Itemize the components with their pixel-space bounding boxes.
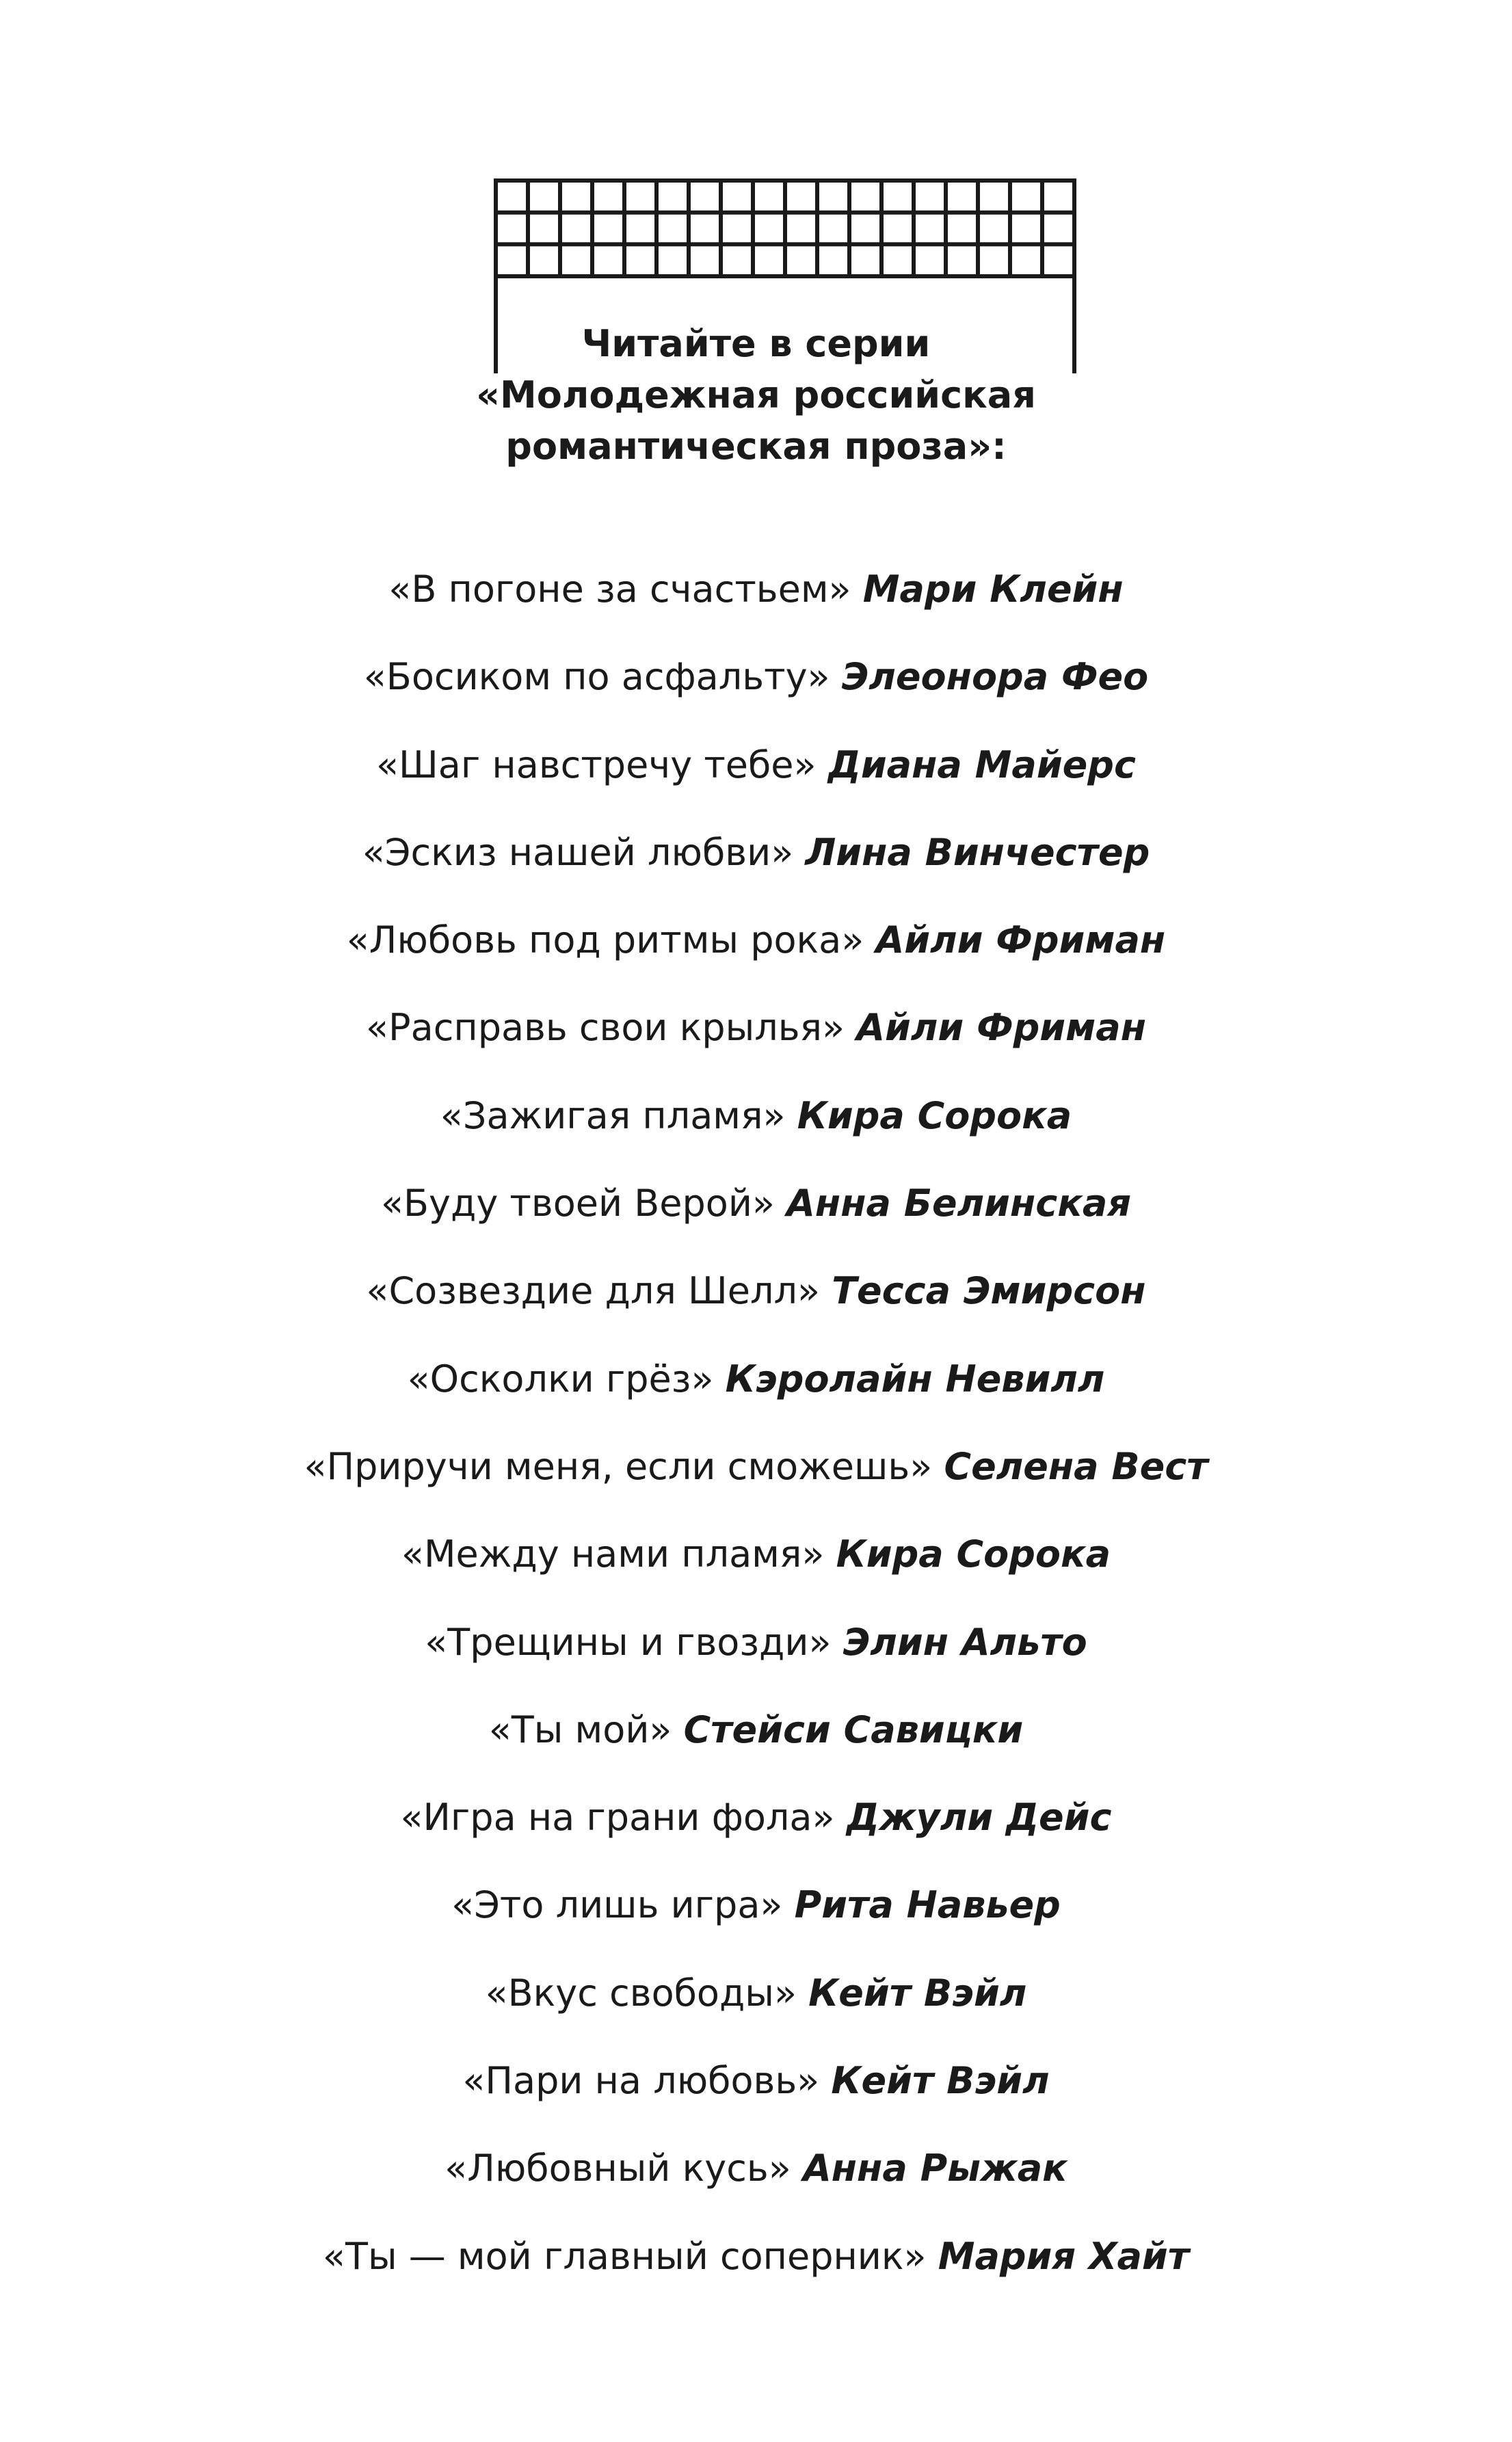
book-author: Джули Дейс [846, 1796, 1112, 1840]
series-heading-line-2: «Молодежная российская [476, 373, 1036, 416]
book-item [0, 2138, 1512, 2225]
book-item [0, 2226, 1512, 2313]
book-title: «Осколки грёз» [407, 1357, 714, 1401]
book-item [0, 734, 1512, 822]
book-author: Айли Фриман [856, 1006, 1146, 1050]
book-author: Стейси Савицки [683, 1708, 1024, 1751]
book-item [0, 1349, 1512, 1436]
book-author: Мария Хайт [938, 2234, 1190, 2278]
series-heading-line-3: романтическая проза»: [505, 425, 1007, 468]
book-title: «Буду твоей Верой» [380, 1182, 775, 1225]
book-author: Селена Вест [944, 1444, 1208, 1488]
book-title: «Ты мой» [488, 1708, 672, 1751]
book-title: «В погоне за счастьем» [388, 568, 851, 611]
book-list [0, 559, 1512, 2313]
book-title: «Любовный кусь» [445, 2147, 791, 2190]
book-author: Кейт Вэйл [808, 1971, 1027, 2015]
book-title: «Любовь под ритмы рока» [346, 918, 864, 962]
book-author: Кира Сорока [797, 1093, 1072, 1137]
book-title: «Приручи меня, если сможешь» [304, 1444, 933, 1488]
book-author: Элеонора Фео [841, 655, 1149, 699]
book-author: Анна Рыжак [802, 2147, 1067, 2190]
book-item [0, 1612, 1512, 1699]
book-author: Анна Белинская [786, 1182, 1132, 1225]
book-title: «Вкус свободы» [485, 1971, 797, 2015]
book-item [0, 1085, 1512, 1173]
book-author: Айли Фриман [875, 918, 1166, 962]
book-author: Диана Майерс [827, 743, 1136, 786]
book-title: «Это лишь игра» [451, 1883, 783, 1927]
book-title: «Трещины и гвозди» [425, 1620, 832, 1664]
series-heading [0, 318, 1512, 472]
book-item [0, 559, 1512, 646]
book-item [0, 1436, 1512, 1524]
book-author: Мари Клейн [862, 568, 1124, 611]
book-author: Элин Альто [843, 1620, 1087, 1664]
book-title: «Созвездие для Шелл» [366, 1269, 821, 1313]
book-title: «Босиком по асфальту» [363, 655, 830, 699]
book-item [0, 646, 1512, 734]
book-title: «Ты — мой главный соперник» [322, 2234, 927, 2278]
book-item [0, 910, 1512, 997]
book-item [0, 997, 1512, 1085]
book-item [0, 1260, 1512, 1348]
book-item [0, 1874, 1512, 1962]
book-title: «Расправь свои крылья» [366, 1006, 845, 1050]
book-title: «Игра на грани фола» [400, 1796, 835, 1840]
book-item [0, 822, 1512, 910]
book-title: «Эскиз нашей любви» [362, 830, 794, 874]
book-author: Рита Навьер [794, 1883, 1061, 1927]
book-author: Кэролайн Невилл [725, 1357, 1105, 1401]
book-title: «Зажигая пламя» [440, 1093, 786, 1137]
book-item [0, 1524, 1512, 1611]
book-item [0, 1173, 1512, 1260]
book-title: «Пари на любовь» [462, 2059, 820, 2103]
book-item [0, 1963, 1512, 2050]
book-item [0, 1787, 1512, 1874]
series-heading-line-1: Читайте в серии [581, 322, 931, 365]
book-author: Тесса Эмирсон [832, 1269, 1146, 1313]
book-item [0, 1699, 1512, 1787]
book-title: «Между нами пламя» [401, 1532, 825, 1576]
book-title: «Шаг навстречу тебе» [376, 743, 817, 786]
book-author: Лина Винчестер [805, 830, 1150, 874]
book-author: Кейт Вэйл [831, 2059, 1050, 2103]
book-author: Кира Сорока [836, 1532, 1111, 1576]
book-item [0, 2050, 1512, 2138]
